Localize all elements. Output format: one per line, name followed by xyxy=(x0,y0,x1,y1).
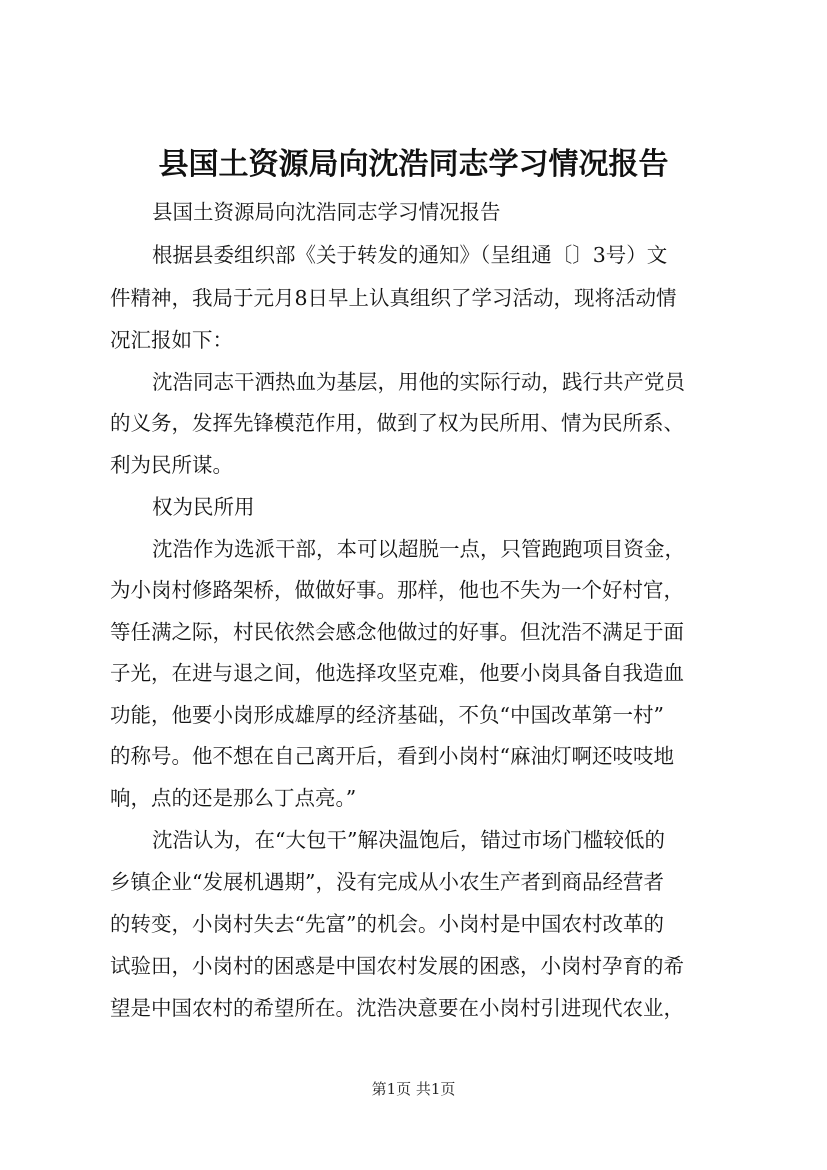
paragraph-line: 响，点的还是那么丁点亮。” xyxy=(110,786,357,810)
paragraph-line: 等任满之际，村民依然会感念他做过的好事。但沈浩不满足于面 xyxy=(110,620,684,644)
paragraph-line: 沈浩同志干洒热血为基层，用他的实际行动，践行共产党员 xyxy=(152,370,685,394)
section-heading: 权为民所用 xyxy=(152,495,255,519)
paragraph-line: 功能，他要小岗形成雄厚的经济基础，不负“中国改革第一村” xyxy=(110,703,664,727)
paragraph-line: 的转变，小岗村失去“先富”的机会。小岗村是中国农村改革的 xyxy=(110,912,664,936)
paragraph-line: 利为民所谋。 xyxy=(110,453,233,477)
page-footer: 第1页 共1页 xyxy=(371,1080,456,1098)
paragraph-line: 根据县委组织部《关于转发的通知》（呈组通〔〕3号）文 xyxy=(152,243,668,267)
subtitle-line: 县国土资源局向沈浩同志学习情况报告 xyxy=(152,200,501,224)
paragraph-line: 试验田，小岗村的困惑是中国农村发展的困惑，小岗村孕育的希 xyxy=(110,954,684,978)
paragraph-line: 况汇报如下： xyxy=(110,328,233,352)
paragraph-line: 沈浩作为选派干部，本可以超脱一点，只管跑跑项目资金， xyxy=(152,537,685,561)
paragraph-line: 沈浩认为，在“大包干”解决温饱后，错过市场门槛较低的 xyxy=(152,828,665,852)
paragraph-line: 的称号。他不想在自己离开后，看到小岗村“麻油灯啊还吱吱地 xyxy=(110,744,674,768)
paragraph-line: 为小岗村修路架桥，做做好事。那样，他也不失为一个好村官， xyxy=(110,578,684,602)
paragraph-line: 乡镇企业“发展机遇期”，没有完成从小农生产者到商品经营者 xyxy=(110,870,664,894)
document-title: 县国土资源局向沈浩同志学习情况报告 xyxy=(158,147,669,182)
paragraph-line: 望是中国农村的希望所在。沈浩决意要在小岗村引进现代农业， xyxy=(110,996,684,1020)
paragraph-line: 的义务，发挥先锋模范作用，做到了权为民所用、情为民所系、 xyxy=(110,411,684,435)
paragraph-line: 件精神，我局于元月8日早上认真组织了学习活动，现将活动情 xyxy=(110,286,677,310)
paragraph-line: 子光，在进与退之间，他选择攻坚克难，他要小岗具备自我造血 xyxy=(110,661,684,685)
